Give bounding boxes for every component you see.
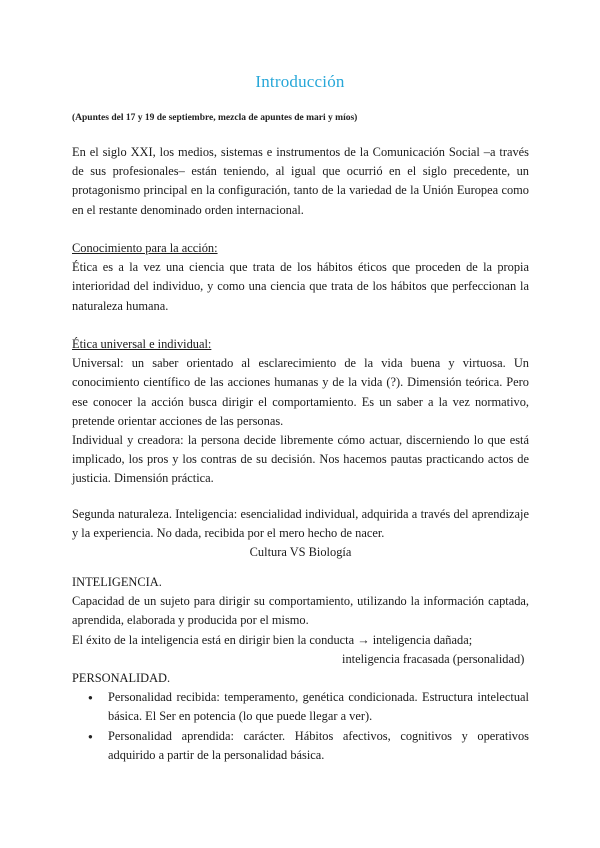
page-title: Introducción: [255, 72, 345, 91]
intro-text: En el siglo XXI, los medios, sistemas e instrumentos de la Comunicación Social –a través de sus profesionales– están teniendo, al igual que ocurrió en el siglo precedente, un protagonismo principal en la configuración, tanto de la variedad de la Unión Europea como en el restante denominado orden internacional.: [72, 145, 529, 217]
inteligencia-line-2: inteligencia fracasada (personalidad): [342, 651, 525, 666]
list-item: ● Personalidad aprendida: carácter. Hábitos afectivos, cognitivos y operativos adquirido a partir de la personalidad básica.: [72, 727, 529, 765]
inteligencia-line: El éxito de la inteligencia está en dirigir bien la conducta → inteligencia dañada;: [72, 632, 473, 647]
section-body: Ética es a la vez una ciencia que trata de los hábitos éticos que proceden de la propia interioridad del individuo, y como una ciencia que trata de los hábitos que perfeccionan la naturaleza humana.: [72, 260, 529, 313]
section-inteligencia: [72, 573, 529, 669]
section-conocimiento: [72, 239, 529, 316]
section-personalidad: [72, 669, 529, 765]
section-heading: Ética universal e individual:: [72, 337, 212, 351]
centered-line: Cultura VS Biología: [249, 545, 352, 560]
section-segunda: [72, 505, 529, 563]
section-heading: PERSONALIDAD.: [72, 671, 171, 685]
section-etica: [72, 335, 529, 489]
universal-paragraph: Universal: un saber orientado al esclarecimiento de la vida buena y virtuosa. Un conocimiento científico de las acciones humanas y de la vida (?). Dimensión teórica. Pero ese conocer la acción busca dirigir el comportamiento. Es un saber a la vez normativo, pretende orientar acciones de las personas.: [72, 356, 529, 428]
bullet-list: [72, 688, 529, 765]
section-heading: Conocimiento para la acción:: [72, 241, 218, 255]
section-heading: INTELIGENCIA.: [72, 575, 162, 589]
individual-paragraph: Individual y creadora: la persona decide libremente cómo actuar, discerniendo lo que está implicado, los pros y los contras de su decisión. Nos hacemos pautas practicando actos de justicia. Dimensión práctica.: [72, 433, 529, 486]
intro-paragraph: [72, 143, 529, 220]
subtitle: (Apuntes del 17 y 19 de septiembre, mezcla de apuntes de mari y míos): [72, 113, 358, 123]
inteligencia-paragraph: Capacidad de un sujeto para dirigir su comportamiento, utilizando la información captada, aprendida, elaborada y producida por el mismo.: [72, 594, 529, 628]
list-item: ● Personalidad recibida: temperamento, genética condicionada. Estructura intelectual básica. El Ser en potencia (lo que puede llegar a ver).: [72, 688, 529, 726]
segunda-paragraph: Segunda naturaleza. Inteligencia: esencialidad individual, adquirida a través del aprendizaje y la experiencia. No dada, recibida por el mero hecho de nacer.: [72, 507, 529, 541]
